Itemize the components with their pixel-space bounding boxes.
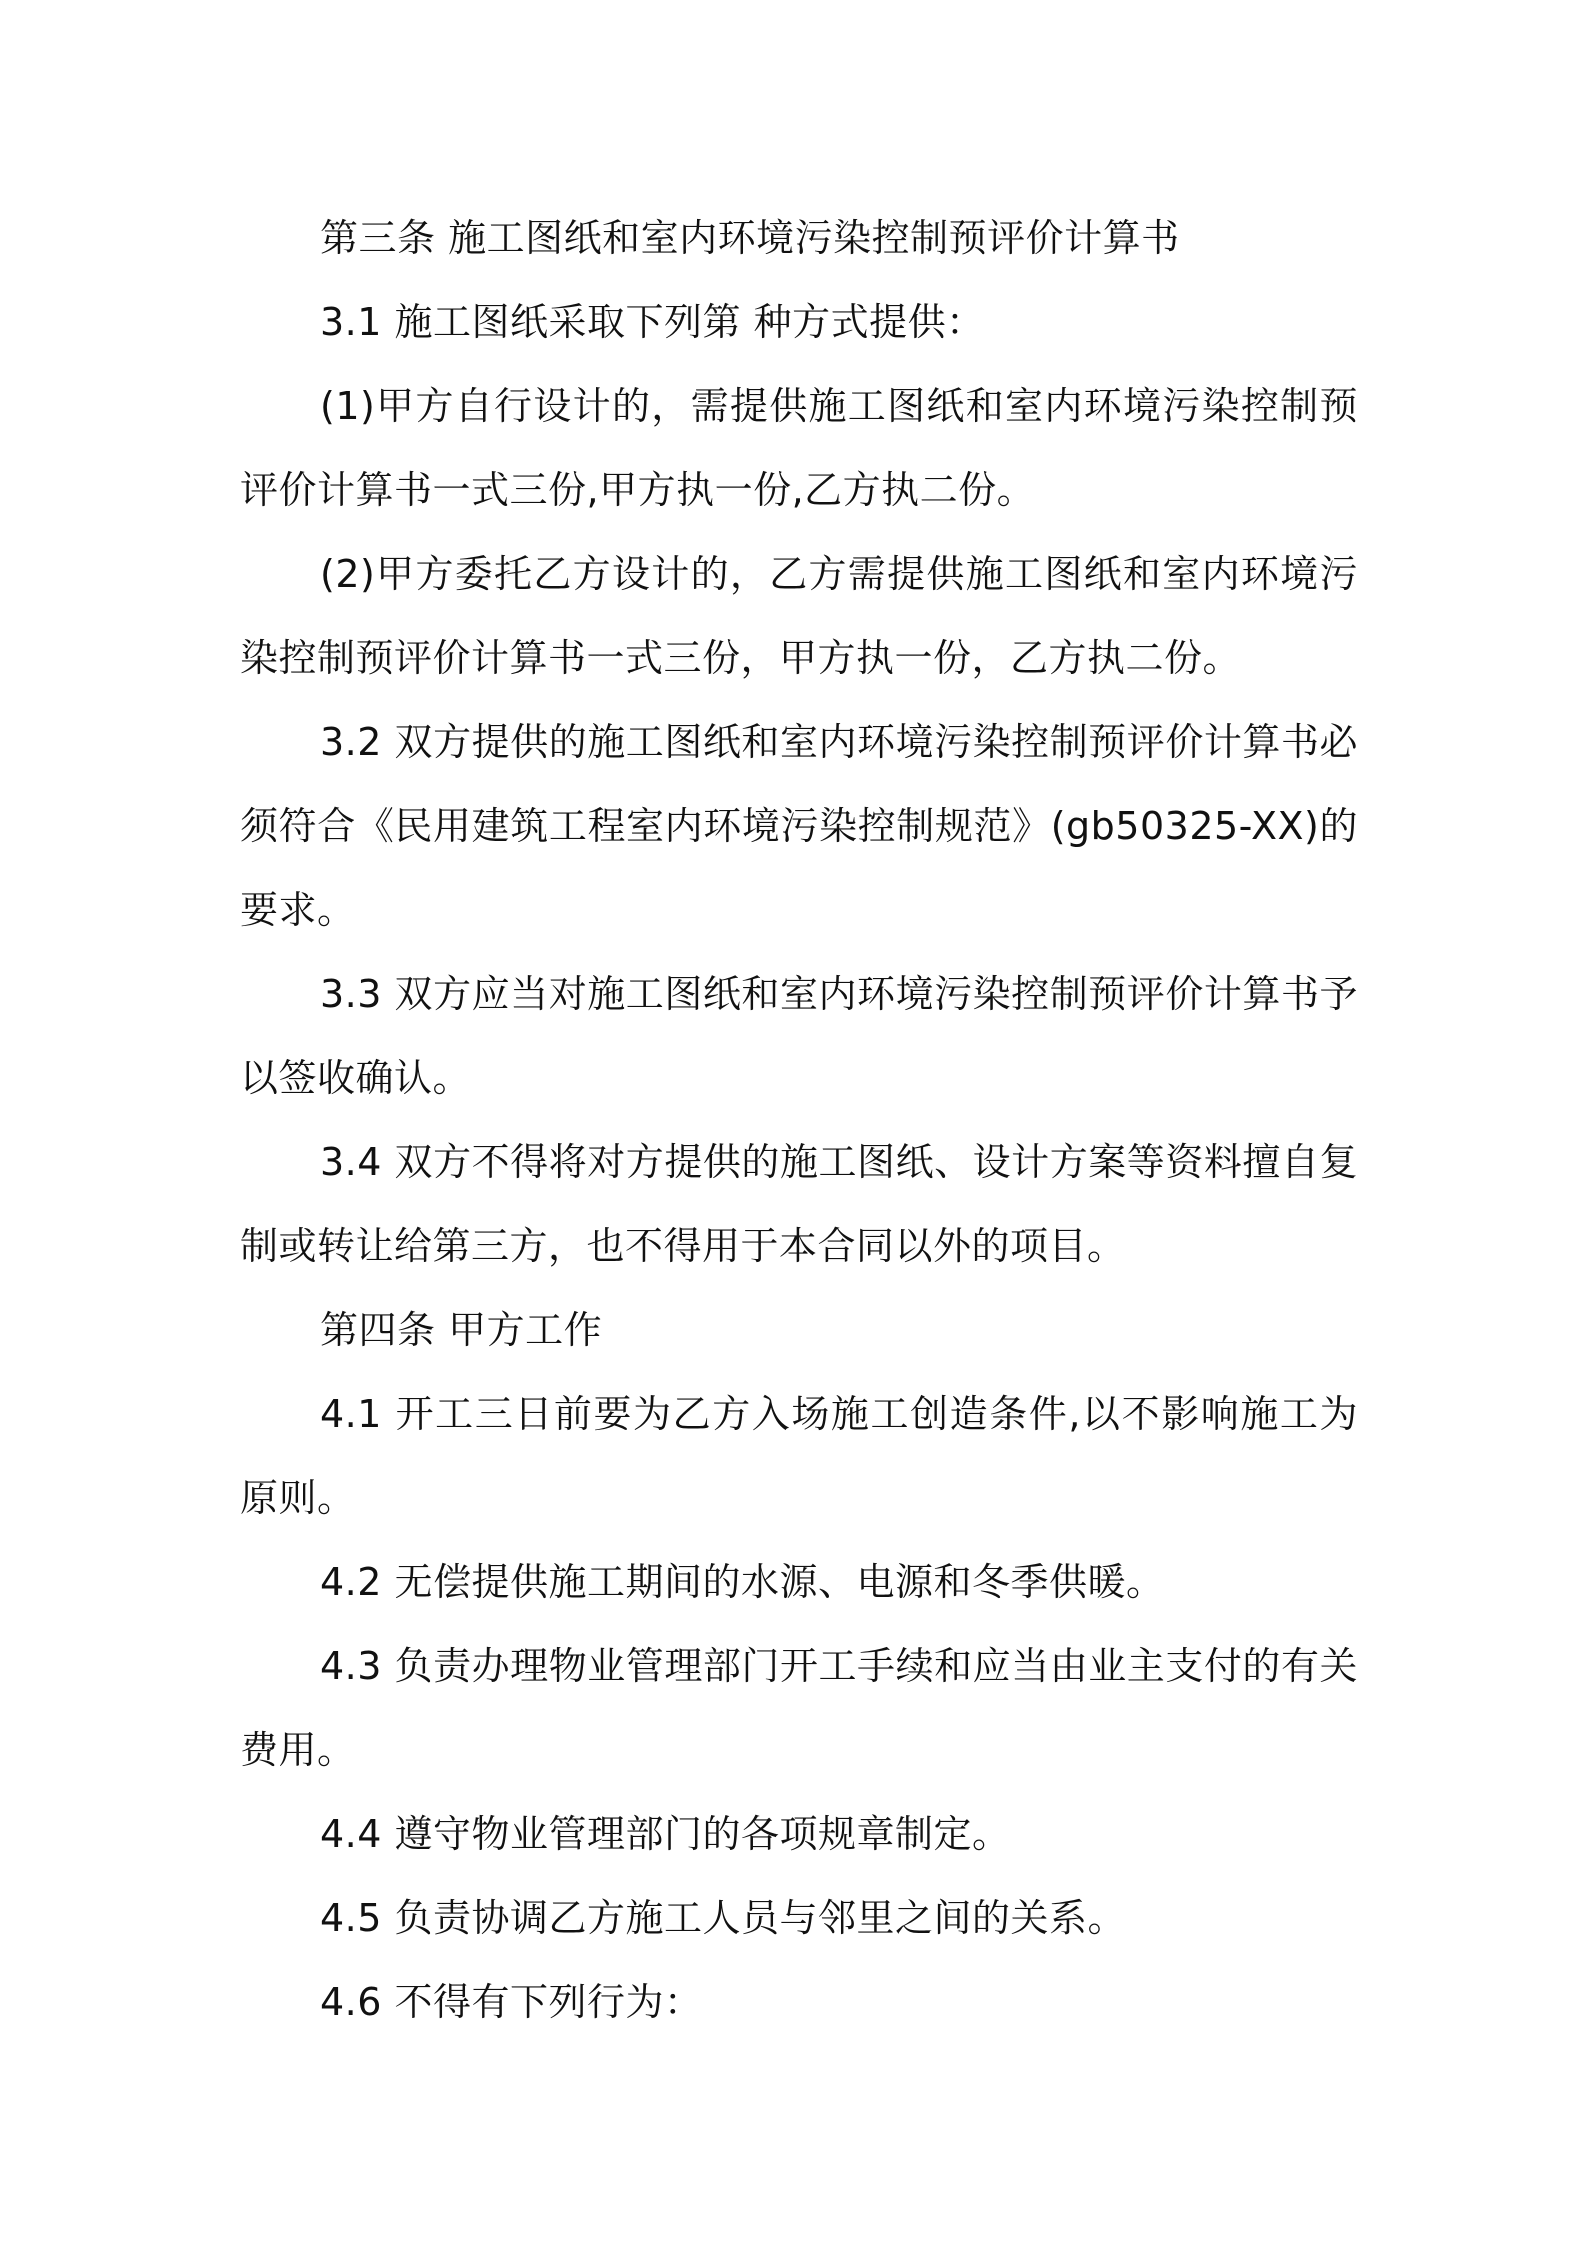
- clause-4-4: 4.4 遵守物业管理部门的各项规章制定。: [320, 1812, 1011, 1856]
- clause-3-1: 3.1 施工图纸采取下列第 种方式提供：: [320, 300, 985, 344]
- article-4-heading: 第四条 甲方工作: [320, 1308, 603, 1352]
- article-3-heading: 第三条 施工图纸和室内环境污染控制预评价计算书: [320, 216, 1180, 260]
- document-body: [240, 196, 1358, 2044]
- clause-3-1-item-1: (1)甲方自行设计的，需提供施工图纸和室内环境污染控制预评价计算书一式三份,甲方执一份,乙方执二份。: [240, 384, 1358, 512]
- clause-4-3: 4.3 负责办理物业管理部门开工手续和应当由业主支付的有关费用。: [240, 1644, 1358, 1772]
- clause-4-2: 4.2 无偿提供施工期间的水源、电源和冬季供暖。: [320, 1560, 1165, 1604]
- clause-4-5: 4.5 负责协调乙方施工人员与邻里之间的关系。: [320, 1896, 1127, 1940]
- clause-3-4: 3.4 双方不得将对方提供的施工图纸、设计方案等资料擅自复制或转让给第三方，也不得用于本合同以外的项目。: [240, 1140, 1358, 1268]
- clause-4-6: 4.6 不得有下列行为：: [320, 1980, 703, 2024]
- clause-3-2: 3.2 双方提供的施工图纸和室内环境污染控制预评价计算书必须符合《民用建筑工程室内环境污染控制规范》(gb50325-XX)的要求。: [240, 720, 1358, 932]
- clause-3-3: 3.3 双方应当对施工图纸和室内环境污染控制预评价计算书予以签收确认。: [240, 972, 1358, 1100]
- clause-4-1: 4.1 开工三日前要为乙方入场施工创造条件,以不影响施工为原则。: [240, 1392, 1358, 1520]
- clause-3-1-item-2: (2)甲方委托乙方设计的，乙方需提供施工图纸和室内环境污染控制预评价计算书一式三份，甲方执一份，乙方执二份。: [240, 552, 1358, 680]
